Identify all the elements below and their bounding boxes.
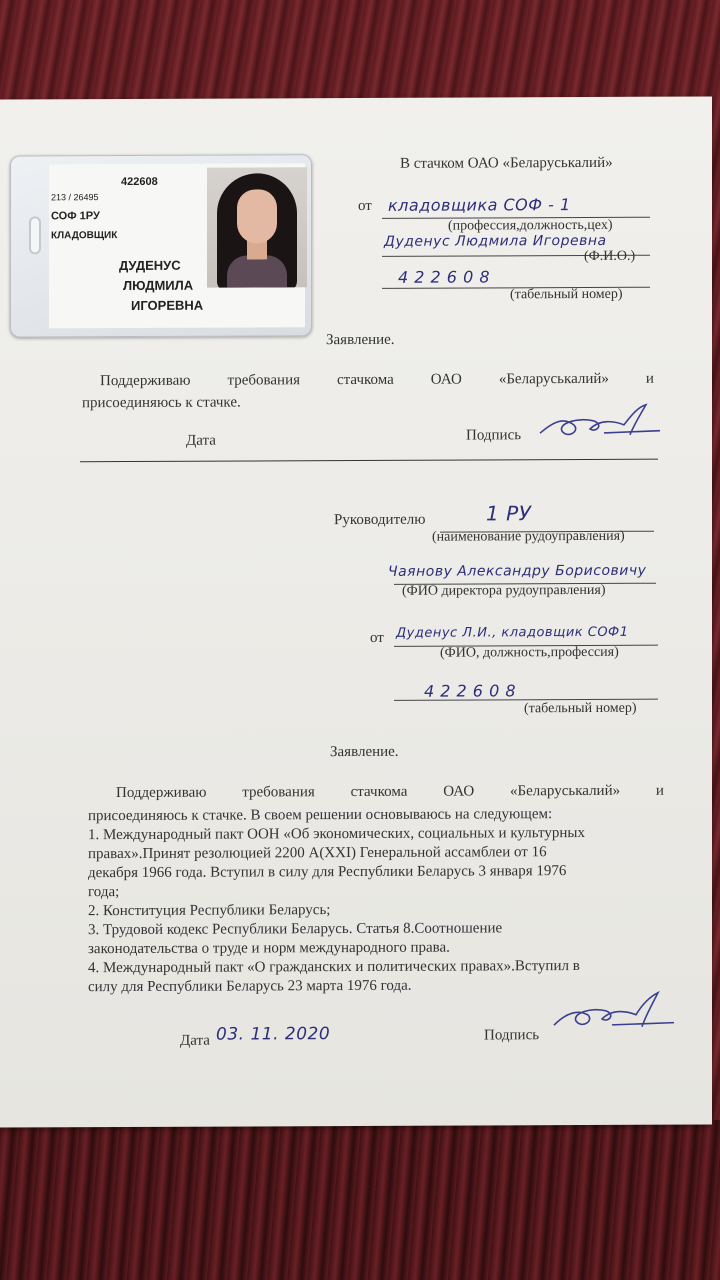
form2-body-line: присоединяюсь к стачке. В своем решении основываюсь на следующем: [88,806,553,825]
form2-director-hint: (ФИО директора рудоуправления) [402,582,606,599]
form2-title: Заявление. [330,743,399,761]
form1-word: и [645,370,654,387]
form2-word: требования [242,784,315,801]
form2-word: ОАО [443,783,475,800]
form2-head-value: 1 РУ [486,501,532,526]
form2-signature [548,987,678,1042]
form2-body-line: законодательства о труде и норм международного права. [88,939,450,958]
form2-date-label: Дата [180,1032,210,1049]
form1-profession-hint: (профессия,должность,цех) [448,217,613,234]
form1-word: ОАО [430,371,462,388]
form2-body-line: 2. Конституция Республики Беларусь; [88,902,331,920]
form2-from-value: Дуденус Л.И., кладовщик СОФ1 [396,624,629,641]
badge-name: ЛЮДМИЛА [123,277,194,294]
form2-body-line: года; [88,884,120,901]
form2-body-line: 1. Международный пакт ООН «Об экономических, социальных и культурных [88,825,585,844]
form1-word: требования [227,372,300,389]
badge-position: КЛАДОВЩИК [51,230,118,242]
form1-word: «Беларуськалий» [498,370,609,388]
form2-body-line: правах».Принят резолюцией 2200 А(XXI) Генеральной ассамблеи от 16 [88,844,547,863]
form2-word: и [655,782,664,799]
badge-unit: СОФ 1РУ [51,210,100,223]
form2-tab-value: 4 2 2 6 0 8 [424,681,517,701]
id-badge [10,154,312,337]
badge-code: 213 / 26495 [51,192,99,203]
photo-face [237,189,277,243]
form2-body [88,805,585,997]
form2-head-label: Руководителю [334,511,426,529]
form1-body-line2: присоединяюсь к стачке. [82,394,241,412]
badge-surname: ДУДЕНУС [119,257,181,274]
form1-word: Поддерживаю [100,372,191,390]
form2-body-line: силу для Республики Беларусь 23 марта 1976 года. [88,977,412,996]
form1-from-value: кладовщика СОФ - 1 [388,195,571,215]
form2-date-value: 03. 11. 2020 [216,1024,331,1045]
form2-body-line: 3. Трудовой кодекс Республики Беларусь. Статья 8.Соотношение [88,920,503,939]
badge-number: 422608 [121,175,158,189]
badge-patronymic: ИГОРЕВНА [131,297,204,313]
separator-line [80,459,658,463]
form2-body-line: декабря 1966 года. Вступил в силу для Республики Беларусь 3 января 1976 [88,863,567,882]
photo-shirt [227,255,287,287]
form1-date-label: Дата [186,432,216,449]
document-page [0,96,712,1127]
badge-slot [29,216,41,254]
form1-tab-value: 4 2 2 6 0 8 [398,267,491,287]
form1-tab-hint: (табельный номер) [510,286,623,303]
form2-word: Поддерживаю [116,784,207,802]
form2-from-label: от [370,629,384,646]
form2-sign-label: Подпись [484,1027,540,1044]
form2-word: «Беларуськалий» [510,782,621,800]
form2-word: стачкома [350,783,408,801]
form1-fio-value: Дуденус Людмила Игоревна [384,232,607,250]
form2-body-line: 4. Международный пакт «О гражданских и политических правах».Вступил в [88,958,580,977]
form1-fio-hint: (Ф.И.О.) [584,248,636,265]
form1-body-line1 [100,371,654,390]
form1-signature [534,399,664,450]
form2-intro-line1 [116,783,664,802]
badge-card [49,163,305,328]
form2-director-value: Чаянову Александру Борисовичу [388,562,647,580]
form1-addressee: В стачком ОАО «Беларуськалий» [400,154,613,172]
form1-sign-label: Подпись [466,427,522,444]
form1-title: Заявление. [326,331,395,349]
badge-photo [207,167,307,287]
form2-head-hint: (наименование рудоуправления) [432,528,625,545]
table-surface [0,1120,720,1280]
form2-tab-hint: (табельный номер) [524,700,637,717]
form2-from-hint: (ФИО, должность,профессия) [440,644,619,661]
form1-from-label: от [358,197,372,214]
form1-word: стачкома [337,371,394,389]
